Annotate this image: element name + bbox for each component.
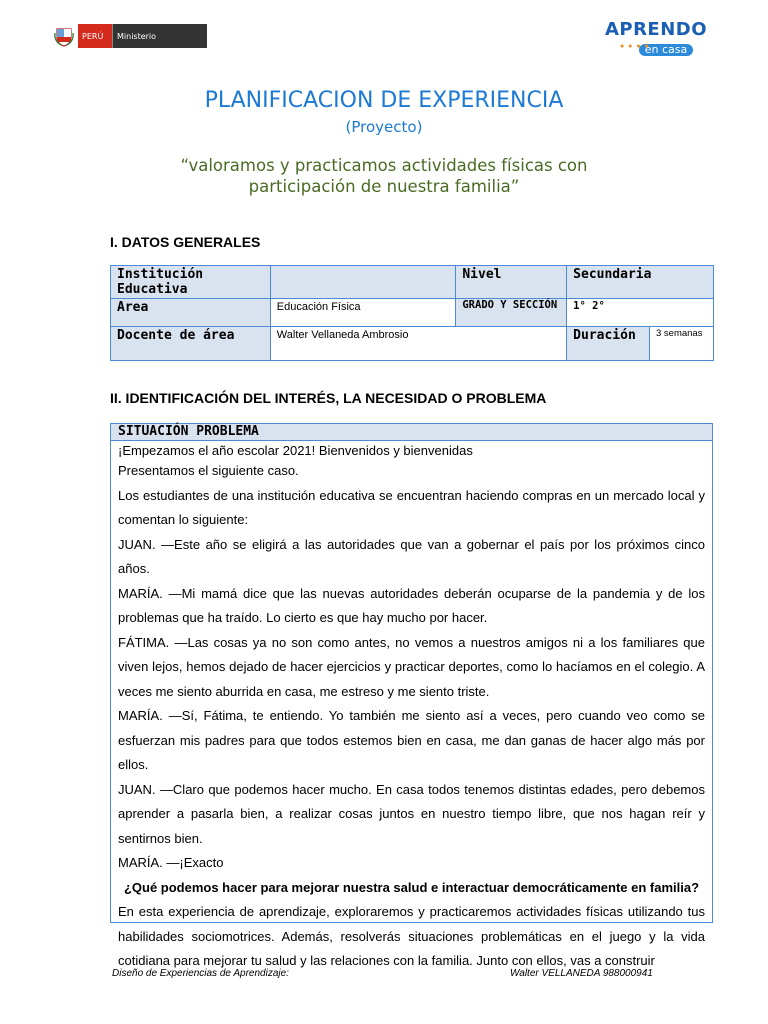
- paragraph: MARÍA. —Mi mamá dice que las nuevas autoridades deberán ocuparse de la pandemia y de los problemas que ha traído. Lo cierto es que hay mucho por hacer.: [118, 585, 705, 625]
- paragraph: FÁTIMA. —Las cosas ya no son como antes, no vemos a nuestros amigos ni a los familiares que viven lejos, hemos dejado de hacer ejercicios y practicar deportes, como lo hacíamos en el colegio. A veces me siento aburrida en casa, me estreso y me siento triste.: [118, 634, 705, 699]
- paragraph: JUAN. —Este año se eligirá a las autoridades que van a gobernar el país por los próximos cinco años.: [118, 536, 705, 576]
- paragraph: MARÍA. —Sí, Fátima, te entiendo. Yo también me siento así a veces, pero cuando veo como se esfuerzan mis padres para que todos estemos bien en casa, me dan ganas de hacer algo más por ellos.: [118, 708, 705, 772]
- footer-left: Diseño de Experiencias de Aprendizaje:: [112, 968, 289, 979]
- ministry-label: Ministerio: [112, 24, 207, 48]
- paragraph: En esta experiencia de aprendizaje, exploraremos y practicaremos actividades físicas utilizando tus habilidades sociomotrices. Además, resolverás situaciones problemáticas en el juego y la vida cotidiana para mejorar tu salud y las relaciones con la familia. Junto con ellos, vas a construir: [118, 904, 705, 968]
- project-title: [100, 155, 668, 197]
- dots-icon: ● ● ● ●: [620, 43, 650, 50]
- table-row: [111, 266, 714, 299]
- table-row: [111, 299, 714, 327]
- table-row: [111, 327, 714, 361]
- duracion-value: 3 semanas: [650, 327, 714, 361]
- situacion-problema-body: [111, 441, 712, 974]
- duracion-label: Duración: [567, 327, 650, 361]
- area-label: Area: [111, 299, 271, 327]
- datos-generales-table: [110, 265, 714, 361]
- coat-of-arms-icon: [50, 24, 78, 48]
- government-banner: [50, 24, 207, 48]
- nivel-label: Nivel: [456, 266, 567, 299]
- docente-value: Walter Vellaneda Ambrosio: [270, 327, 566, 361]
- footer-right: Walter VELLANEDA 988000941: [510, 968, 653, 979]
- country-label: PERÚ: [78, 24, 112, 48]
- situacion-problema-box: [110, 423, 713, 968]
- paragraph: Presentamos el siguiente caso.: [118, 463, 299, 478]
- grado-label: GRADO Y SECCIÓN: [456, 299, 567, 327]
- paragraph: Los estudiantes de una institución educativa se encuentran haciendo compras en un mercado local y comentan lo siguiente:: [118, 487, 705, 527]
- institucion-value: [270, 266, 456, 299]
- page-subtitle: (Proyecto): [345, 118, 423, 136]
- institucion-label: Institución Educativa: [111, 266, 271, 299]
- project-title-line2: participación de nuestra familia”: [248, 177, 520, 196]
- guiding-question: ¿Qué podemos hacer para mejorar nuestra salud e interactuar democráticamente en familia?: [123, 879, 700, 895]
- situacion-problema-title: SITUACIÓN PROBLEMA: [111, 424, 712, 441]
- section-identificacion-heading: II. IDENTIFICACIÓN DEL INTERÉS, LA NECESIDAD O PROBLEMA: [110, 390, 547, 406]
- grado-value: 1° 2°: [567, 299, 714, 327]
- paragraph: ¡Empezamos el año escolar 2021! Bienvenidos y bienvenidas: [118, 443, 473, 458]
- section-datos-generales-heading: I. DATOS GENERALES: [110, 234, 261, 250]
- brand-line1: APRENDO: [604, 19, 708, 40]
- area-value: Educación Física: [270, 299, 456, 327]
- docente-label: Docente de área: [111, 327, 271, 361]
- paragraph: MARÍA. —¡Exacto: [118, 855, 224, 870]
- page-title: PLANIFICACION DE EXPERIENCIA: [204, 88, 564, 113]
- project-title-line1: “valoramos y practicamos actividades físicas con: [180, 156, 588, 175]
- brand-line2: en casa: [639, 44, 694, 56]
- aprendo-en-casa-logo: [604, 20, 708, 60]
- paragraph: JUAN. —Claro que podemos hacer mucho. En casa todos tenemos distintas edades, pero debemos aprender a pasarla bien, a realizar cosas juntos en nuestro tiempo libre, que nos hagan reír y sentirnos bien.: [118, 781, 705, 846]
- nivel-value: Secundaria: [567, 266, 714, 299]
